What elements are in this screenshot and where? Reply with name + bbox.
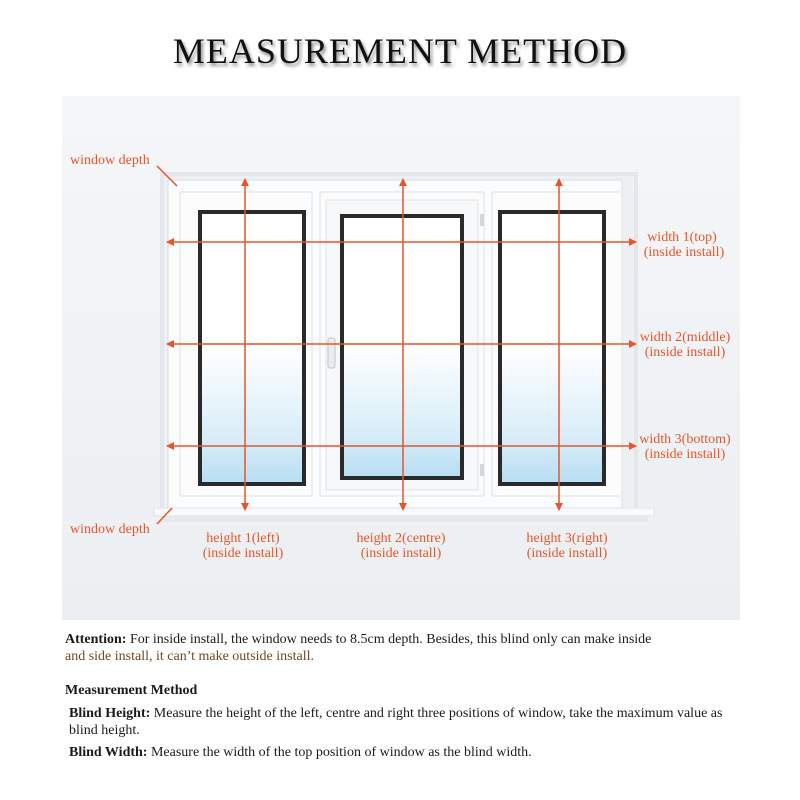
blind-height-text: Measure the height of the left, centre and right three positions of window, take the maximum value as blind height. [69,706,723,738]
window-measurement-diagram [62,96,740,620]
width3-note: (inside install) [644,447,726,462]
blind-width-text: Measure the width of the top position of window as the blind width. [150,745,532,760]
height2-note: (inside install) [360,546,442,561]
depth-label-bottom: window depth [70,522,150,537]
width1-title: width 1(top) [647,230,717,245]
measurement-heading: Measurement Method [65,683,198,698]
centre-glass [344,218,460,476]
window-illustration [62,96,740,620]
height1-title: height 1(left) [206,531,280,546]
width3-title: width 3(bottom) [639,432,731,447]
attention-label: Attention: [65,632,127,647]
blind-height-instruction [69,705,739,739]
attention-note [65,631,745,665]
window-sill [154,508,654,516]
attention-line2: and side install, it can’t make outside install. [65,649,314,664]
height3-title: height 3(right) [526,531,608,546]
attention-line1: For inside install, the window needs to 8.5cm depth. Besides, this blind only can make inside [129,632,652,647]
blind-height-label: Blind Height: [69,706,151,721]
page-title: MEASUREMENT METHOD [172,31,628,71]
blind-width-instruction [69,744,739,761]
width2-title: width 2(middle) [639,330,731,345]
right-glass [502,214,602,482]
blind-width-label: Blind Width: [69,745,148,760]
left-glass [202,214,302,482]
height2-title: height 2(centre) [356,531,446,546]
height3-note: (inside install) [526,546,608,561]
window-handle [328,338,335,368]
width2-note: (inside install) [644,345,726,360]
height1-note: (inside install) [202,546,284,561]
depth-label-top: window depth [70,153,150,168]
width1-note: (inside install) [643,245,725,260]
